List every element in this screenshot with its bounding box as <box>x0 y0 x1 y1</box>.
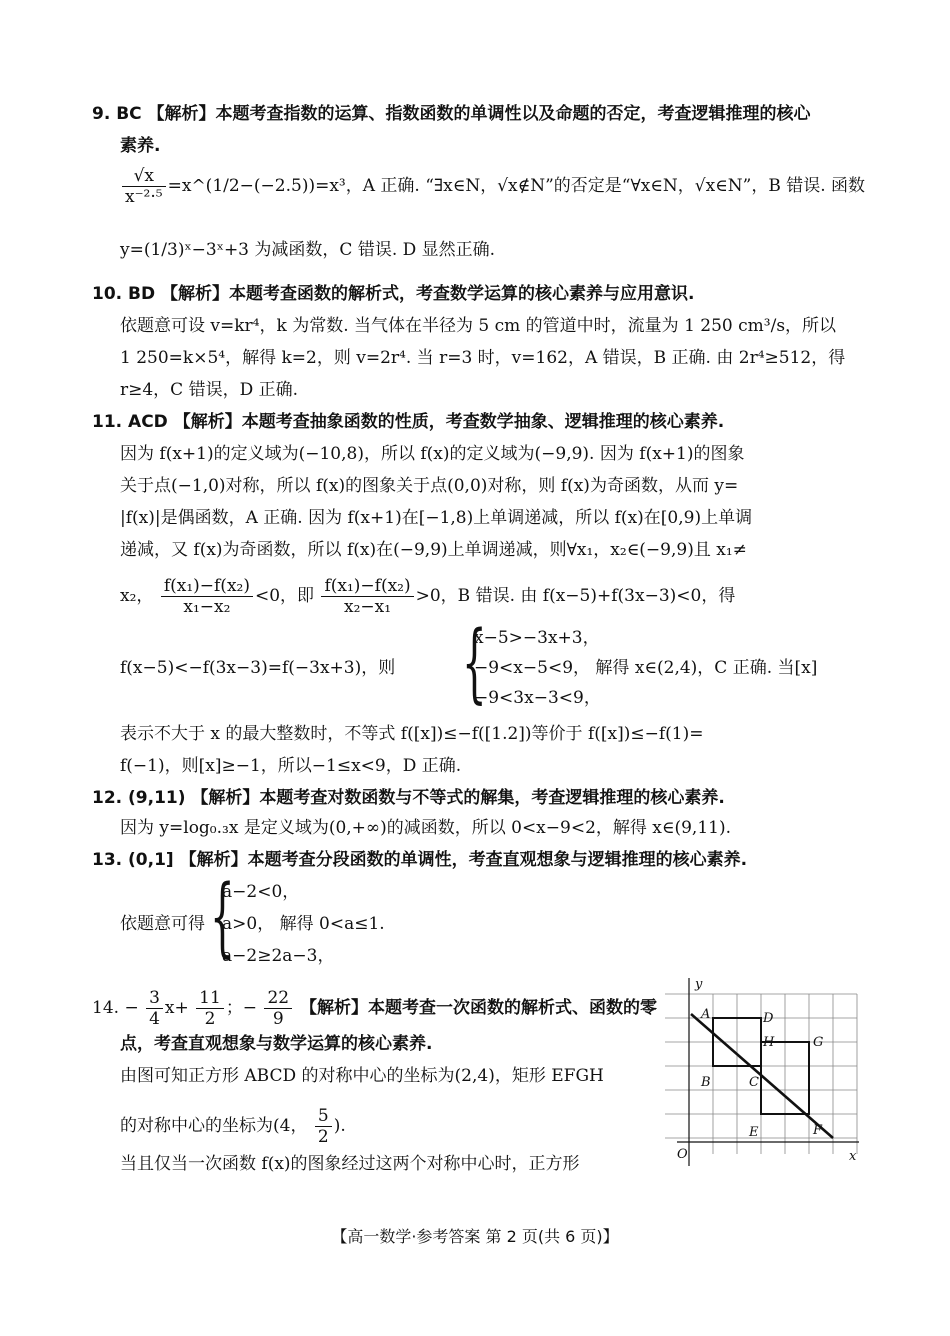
q11-system-brace: { <box>462 613 487 713</box>
q14-frac-3 <box>264 988 292 1029</box>
q14-f2-num: 11 <box>196 988 224 1009</box>
q9-heading-cont: 素养. <box>120 136 161 156</box>
label-y: y <box>695 977 703 992</box>
q11-line1: 因为 f(x+1)的定义域为(−10,8)，所以 f(x)的定义域为(−9,9). 因为 f(x+1)的图象 <box>120 444 745 464</box>
q13-system-eq1: a−2<0， <box>222 882 300 902</box>
q11-line8: f(−1)，则[x]≥−1，所以−1≤x<9，D 正确. <box>120 756 462 776</box>
label-d: D <box>763 1011 774 1026</box>
label-o: O <box>677 1147 688 1162</box>
q11-fraction-2 <box>321 576 413 617</box>
q10-line3: r≥4，C 错误，D 正确. <box>120 380 299 400</box>
q9-fraction-num: √x <box>122 166 166 187</box>
q11-f1-num: f(x₁)−f(x₂) <box>161 576 253 597</box>
q11-f2-den: x₂−x₁ <box>344 597 392 617</box>
q13-system-brace: { <box>210 867 235 967</box>
label-c: C <box>749 1075 759 1090</box>
q13-system-eq3: a−2≥2a−3， <box>222 946 335 966</box>
page-footer: 【高一数学·参考答案 第 2 页(共 6 页)】 <box>331 1227 619 1246</box>
q14-f2-den: 2 <box>204 1009 216 1029</box>
label-a: A <box>701 1007 711 1022</box>
label-b: B <box>701 1075 711 1090</box>
q14-l2-den: 2 <box>317 1127 329 1147</box>
q14-head-c: ；− <box>225 998 258 1018</box>
q9-fraction <box>122 166 166 207</box>
q10-heading: 10. BD 【解析】本题考查函数的解析式，考查数学运算的核心素养与应用意识. <box>92 284 695 304</box>
label-g: G <box>813 1035 824 1050</box>
label-e: E <box>749 1125 759 1140</box>
q14-line2 <box>120 1106 346 1147</box>
q11-line4: 递减，又 f(x)为奇函数，所以 f(x)在(−9,9)上单调递减，则∀x₁，x₂∈(−9,9)且 x₁≠ <box>120 540 747 560</box>
q14-l2-num: 5 <box>315 1106 332 1127</box>
q11-heading: 11. ACD 【解析】本题考查抽象函数的性质，考查数学抽象、逻辑推理的核心素养. <box>92 412 725 432</box>
q14-frac-1 <box>146 988 163 1029</box>
q14-f1-num: 3 <box>146 988 163 1009</box>
q14-f3-num: 22 <box>264 988 292 1009</box>
q13-system-eq2: a>0， 解得 0<a≤1. <box>222 914 385 934</box>
q9-line2: y=(1/3)ˣ−3ˣ+3 为减函数，C 错误. D 显然正确. <box>120 240 496 260</box>
q11-l5b: <0，即 <box>254 586 315 606</box>
q11-system-eq3: −9<3x−3<9， <box>474 688 601 708</box>
q11-f1-den: x₁−x₂ <box>183 597 231 617</box>
q14-heading-cont: 点，考查直观想象与数学运算的核心素养. <box>120 1034 433 1054</box>
q11-f2-num: f(x₁)−f(x₂) <box>321 576 413 597</box>
q9-line1 <box>120 166 865 207</box>
q14-line1: 由图可知正方形 ABCD 的对称中心的坐标为(2,4)，矩形 EFGH <box>120 1066 604 1086</box>
q10-line2: 1 250=k×5⁴，解得 k=2，则 v=2r⁴. 当 r=3 时，v=162，A 错误，B 正确. 由 2r⁴≥512，得 <box>120 348 846 368</box>
q11-line5 <box>120 576 735 617</box>
q14-f1-den: 4 <box>149 1009 160 1029</box>
q13-lead: 依题意可得 <box>120 914 205 934</box>
q11-line7: 表示不大于 x 的最大整数时，不等式 f([x])≤−f([1.2])等价于 f([x])≤−f(1)= <box>120 724 704 744</box>
q12-heading: 12. (9,11) 【解析】本题考查对数函数与不等式的解集，考查逻辑推理的核心素养. <box>92 788 725 808</box>
q14-l2b: ). <box>333 1116 346 1136</box>
q11-l5a: x₂， <box>120 586 154 606</box>
q14-f3-den: 9 <box>272 1009 284 1029</box>
q9-fraction-den: x⁻²·⁵ <box>125 187 163 207</box>
q11-system-eq1: x−5>−3x+3， <box>474 628 600 648</box>
q9-heading: 9. BC 【解析】本题考查指数的运算、指数函数的单调性以及命题的否定，考查逻辑推理的核心 <box>92 104 811 124</box>
grid-figure <box>663 974 861 1174</box>
label-f: F <box>813 1123 823 1138</box>
q12-line1: 因为 y=log₀.₃x 是定义域为(0,+∞)的减函数，所以 0<x−9<2，解得 x∈(9,11). <box>120 818 731 838</box>
q14-l2-frac <box>315 1106 332 1147</box>
label-h: H <box>763 1035 775 1050</box>
q14-line3: 当且仅当一次函数 f(x)的图象经过这两个对称中心时，正方形 <box>120 1154 580 1174</box>
q14-l2a: 的对称中心的坐标为(4， <box>120 1116 308 1136</box>
q10-line1: 依题意可设 v=kr⁴，k 为常数. 当气体在半径为 5 cm 的管道中时，流量为 1 250 cm³/s，所以 <box>120 316 837 336</box>
q14-heading <box>92 988 657 1029</box>
q11-line2: 关于点(−1,0)对称，所以 f(x)的图象关于点(0,0)对称，则 f(x)为奇函数，从而 y= <box>120 476 739 496</box>
q11-system-eq2: −9<x−5<9， 解得 x∈(2,4)，C 正确. 当[x] <box>474 658 818 678</box>
q14-head-d: 【解析】本题考查一次函数的解析式、函数的零 <box>294 998 658 1018</box>
q14-frac-2 <box>196 988 224 1029</box>
label-x: x <box>849 1149 857 1164</box>
q14-head-b: x+ <box>164 998 189 1018</box>
q11-line6: f(x−5)<−f(3x−3)=f(−3x+3)，则 <box>120 658 396 678</box>
q13-heading: 13. (0,1] 【解析】本题考查分段函数的单调性，考查直观想象与逻辑推理的核心素养. <box>92 850 748 870</box>
q11-l5c: >0，B 错误. 由 f(x−5)+f(3x−3)<0，得 <box>415 586 736 606</box>
q11-line3: |f(x)|是偶函数，A 正确. 因为 f(x+1)在[−1,8)上单调递减，所以 f(x)在[0,9)上单调 <box>120 508 753 528</box>
q9-line1-text: =x^(1/2−(−2.5))=x³，A 正确. “∃x∈N，√x∉N”的否定是“∀x∈N，√x∈N”，B 错误. 函数 <box>167 176 866 196</box>
q11-fraction-1 <box>161 576 253 617</box>
q14-head-a: 14. − <box>92 998 139 1018</box>
